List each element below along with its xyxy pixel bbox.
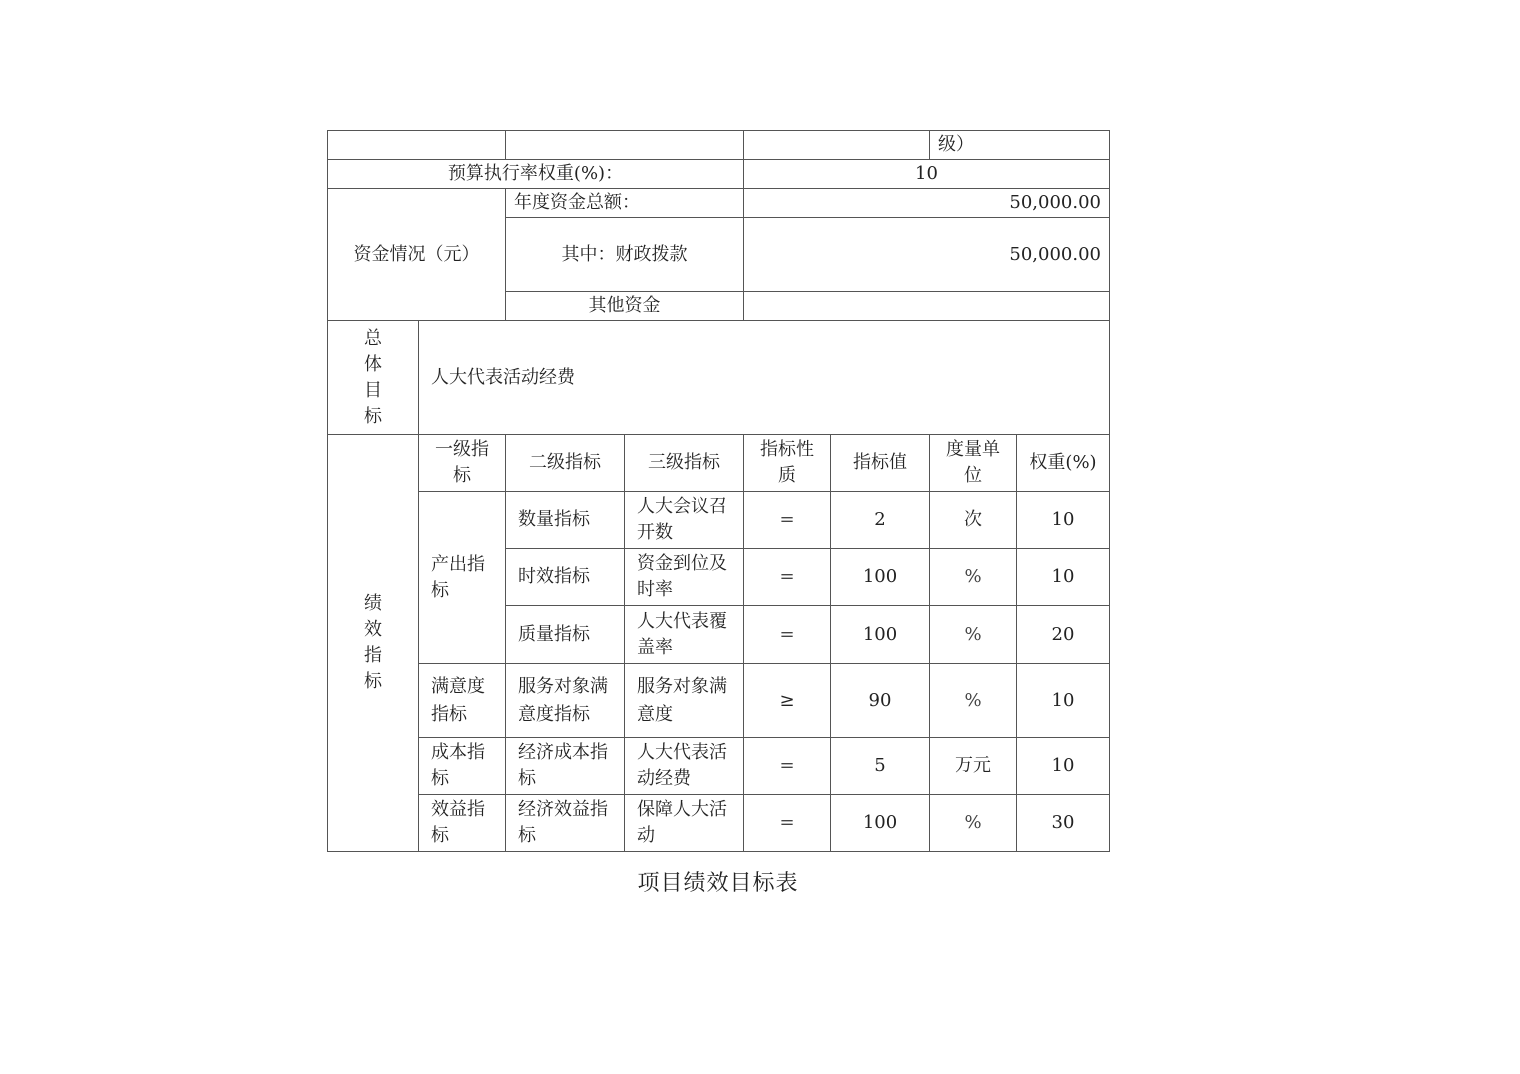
- level1-cost: 成本指标: [419, 738, 506, 795]
- budget-rate-label: 预算执行率权重(%)：: [328, 160, 744, 189]
- row-level3: 保障人大活动: [625, 795, 744, 852]
- funds-total-row: [328, 189, 1110, 218]
- header-nature: 指标性质: [744, 435, 831, 492]
- level1-output: 产出指标: [419, 492, 506, 664]
- row-weight: 10: [1017, 664, 1110, 738]
- performance-label: 绩效指标: [328, 435, 419, 852]
- header-level1: 一级指标: [419, 435, 506, 492]
- row-value: 100: [831, 549, 930, 606]
- budget-rate-value: 10: [744, 160, 1110, 189]
- row-weight: 10: [1017, 738, 1110, 795]
- row-weight: 10: [1017, 492, 1110, 549]
- row-nature: ≥: [744, 664, 831, 738]
- row-unit: %: [930, 795, 1017, 852]
- budget-rate-row: [328, 160, 1110, 189]
- top-empty-cell-1: [328, 131, 506, 160]
- row-level3: 人大会议召开数: [625, 492, 744, 549]
- row-value: 90: [831, 664, 930, 738]
- table-caption: 项目绩效目标表: [637, 871, 799, 896]
- row-nature: =: [744, 549, 831, 606]
- indicator-header-row: [328, 435, 1110, 492]
- overall-goal-row: [328, 321, 1110, 435]
- header-level3: 三级指标: [625, 435, 744, 492]
- funds-other-value: [744, 292, 1110, 321]
- row-level2: 经济效益指标: [506, 795, 625, 852]
- header-value: 指标值: [831, 435, 930, 492]
- table-row: [328, 738, 1110, 795]
- overall-goal-label: 总体目标: [328, 321, 419, 435]
- row-level2: 经济成本指标: [506, 738, 625, 795]
- funds-total-label: 年度资金总额：: [506, 189, 744, 218]
- row-level2: 时效指标: [506, 549, 625, 606]
- row-unit: 万元: [930, 738, 1017, 795]
- row-level2: 数量指标: [506, 492, 625, 549]
- table-row: [328, 664, 1110, 738]
- table-row: [328, 492, 1110, 549]
- overall-goal-text: 人大代表活动经费: [419, 321, 1110, 435]
- top-partial-text: 级）: [930, 131, 1110, 160]
- row-unit: %: [930, 606, 1017, 664]
- row-nature: =: [744, 606, 831, 664]
- top-empty-cell-2: [506, 131, 744, 160]
- funds-label: 资金情况（元）: [328, 189, 506, 321]
- top-partial-row: [328, 131, 1110, 160]
- level1-benefit: 效益指标: [419, 795, 506, 852]
- row-value: 100: [831, 795, 930, 852]
- row-value: 2: [831, 492, 930, 549]
- row-nature: =: [744, 795, 831, 852]
- performance-goal-table: [327, 130, 1110, 852]
- row-level2: 服务对象满意度指标: [506, 664, 625, 738]
- header-unit: 度量单位: [930, 435, 1017, 492]
- row-nature: =: [744, 738, 831, 795]
- row-weight: 20: [1017, 606, 1110, 664]
- row-unit: 次: [930, 492, 1017, 549]
- row-level3: 人大代表覆盖率: [625, 606, 744, 664]
- header-level2: 二级指标: [506, 435, 625, 492]
- row-unit: %: [930, 549, 1017, 606]
- row-weight: 10: [1017, 549, 1110, 606]
- row-value: 5: [831, 738, 930, 795]
- header-weight: 权重(%): [1017, 435, 1110, 492]
- row-unit: %: [930, 664, 1017, 738]
- row-level3: 人大代表活动经费: [625, 738, 744, 795]
- row-level3: 资金到位及时率: [625, 549, 744, 606]
- row-value: 100: [831, 606, 930, 664]
- funds-fiscal-value: 50,000.00: [744, 218, 1110, 292]
- funds-other-label: 其他资金: [506, 292, 744, 321]
- table-row: [328, 795, 1110, 852]
- level1-satisfaction: 满意度指标: [419, 664, 506, 738]
- top-empty-cell-3: [744, 131, 930, 160]
- row-level3: 服务对象满意度: [625, 664, 744, 738]
- row-weight: 30: [1017, 795, 1110, 852]
- row-level2: 质量指标: [506, 606, 625, 664]
- funds-total-value: 50,000.00: [744, 189, 1110, 218]
- funds-fiscal-label: 其中：财政拨款: [506, 218, 744, 292]
- row-nature: =: [744, 492, 831, 549]
